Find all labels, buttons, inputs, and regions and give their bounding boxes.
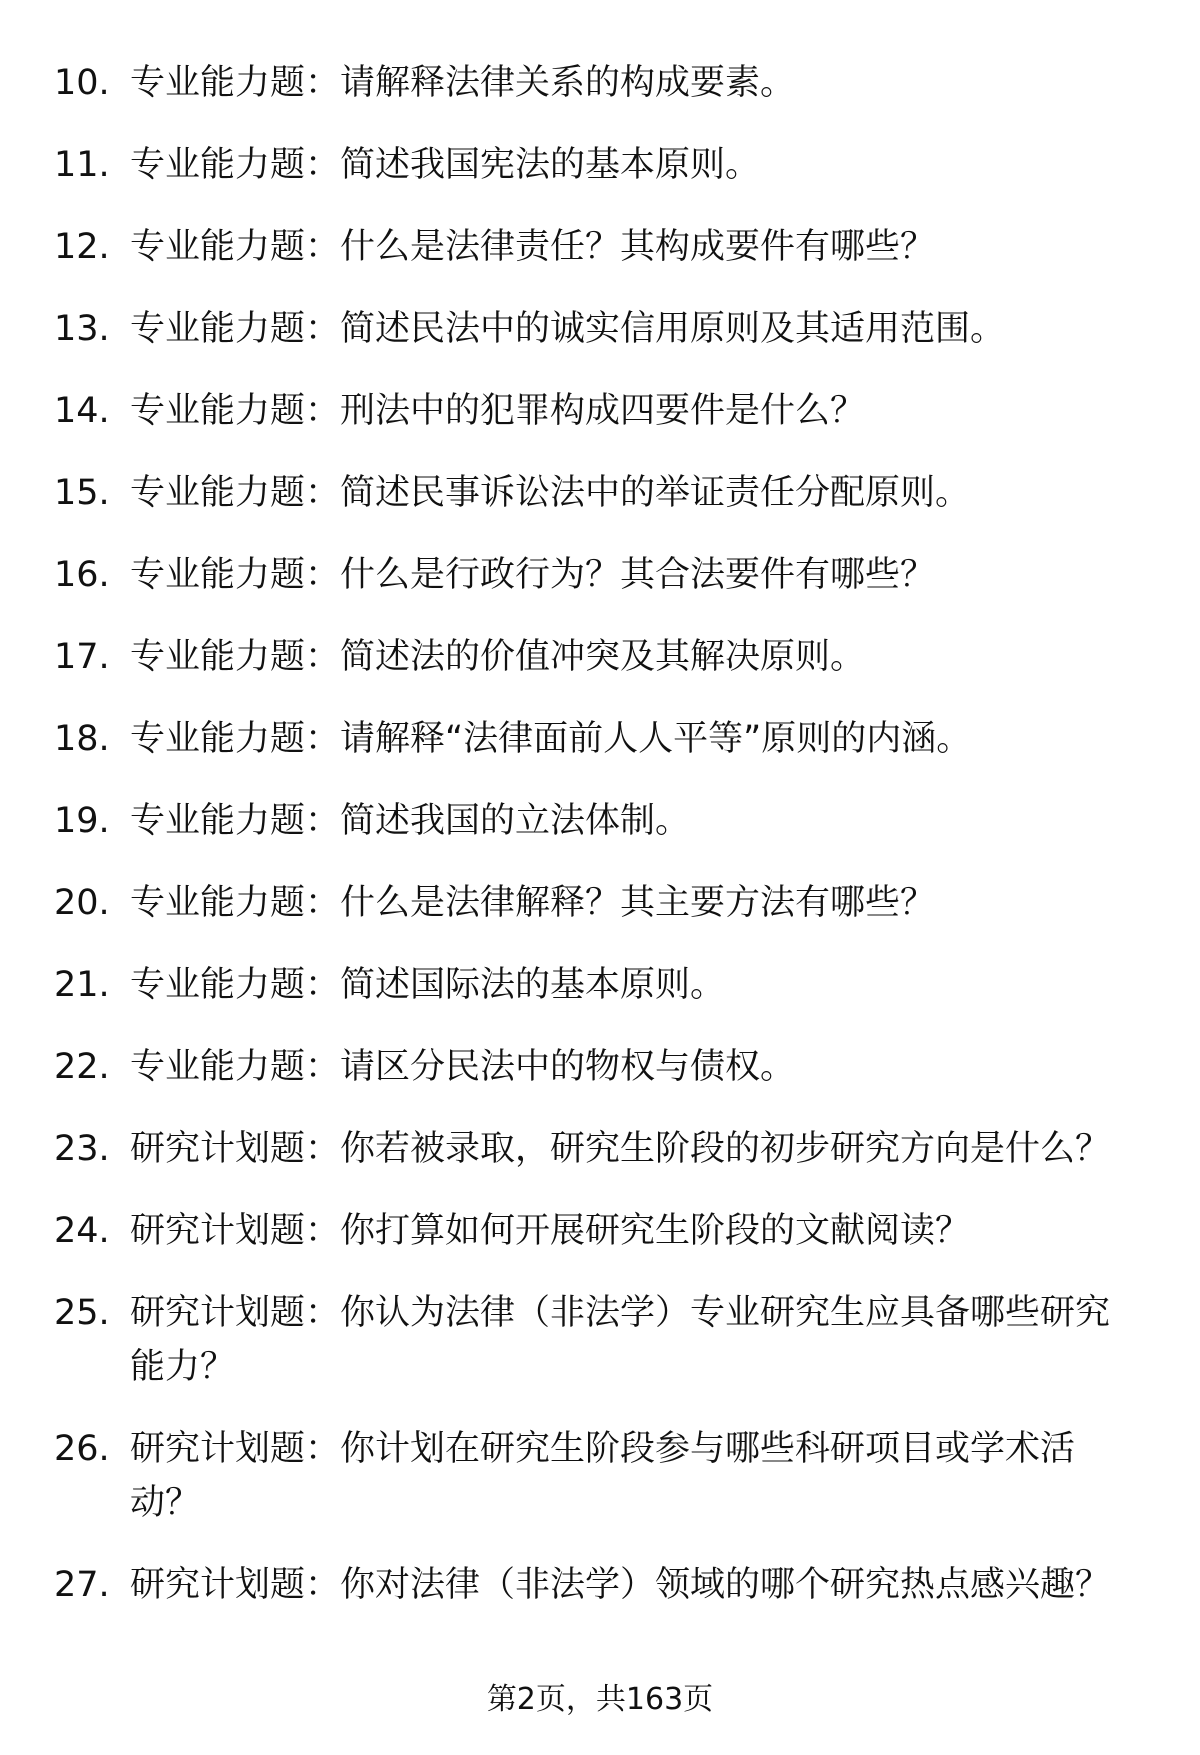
question-separator: ：	[305, 1429, 341, 1469]
question-text: 简述法的价值冲突及其解决原则。	[340, 637, 866, 677]
question-number: 27.	[54, 1565, 110, 1605]
question-number: 16.	[54, 555, 110, 595]
question-separator: ：	[305, 145, 341, 185]
question-separator: ：	[305, 719, 341, 759]
question-item	[0, 712, 1200, 766]
question-text: 简述民法中的诚实信用原则及其适用范围。	[340, 309, 1006, 349]
question-category: 专业能力题	[130, 637, 306, 677]
question-number: 19.	[54, 801, 110, 841]
question-text: 什么是行政行为？其合法要件有哪些？	[340, 555, 936, 595]
question-number: 18.	[54, 719, 110, 759]
question-number: 13.	[54, 309, 110, 349]
question-category: 专业能力题	[130, 63, 306, 103]
question-number: 14.	[54, 391, 110, 431]
question-number: 25.	[54, 1293, 110, 1333]
question-item	[0, 1040, 1200, 1094]
question-category: 专业能力题	[130, 801, 306, 841]
question-separator: ：	[305, 1047, 341, 1087]
page-footer: 第2页，共163页	[486, 1682, 714, 1717]
question-item	[0, 630, 1200, 684]
question-text: 你打算如何开展研究生阶段的文献阅读？	[340, 1211, 971, 1251]
question-number: 17.	[54, 637, 110, 677]
question-number: 21.	[54, 965, 110, 1005]
question-separator: ：	[305, 227, 341, 267]
question-number: 11.	[54, 145, 110, 185]
question-item	[0, 548, 1200, 602]
question-separator: ：	[305, 883, 341, 923]
question-item	[0, 466, 1200, 520]
question-separator: ：	[305, 555, 341, 595]
question-item	[0, 302, 1200, 356]
question-item	[0, 794, 1200, 848]
question-text: 刑法中的犯罪构成四要件是什么？	[340, 391, 866, 431]
question-category: 专业能力题	[130, 309, 306, 349]
question-number: 15.	[54, 473, 110, 513]
question-item	[0, 56, 1200, 110]
question-number: 12.	[54, 227, 110, 267]
question-category: 专业能力题	[130, 473, 306, 513]
question-category: 专业能力题	[130, 145, 306, 185]
question-item	[0, 1558, 1200, 1612]
question-separator: ：	[305, 473, 341, 513]
question-number: 26.	[54, 1429, 110, 1469]
question-separator: ：	[305, 1293, 341, 1333]
question-number: 20.	[54, 883, 110, 923]
question-category: 专业能力题	[130, 883, 306, 923]
question-number: 22.	[54, 1047, 110, 1087]
question-text: 请区分民法中的物权与债权。	[340, 1047, 796, 1087]
question-text: 什么是法律责任？其构成要件有哪些？	[340, 227, 936, 267]
question-category: 专业能力题	[130, 965, 306, 1005]
question-separator: ：	[305, 63, 341, 103]
question-number: 23.	[54, 1129, 110, 1169]
question-separator: ：	[305, 391, 341, 431]
question-category: 专业能力题	[130, 227, 306, 267]
question-category: 专业能力题	[130, 391, 306, 431]
question-category: 研究计划题	[130, 1565, 306, 1605]
question-text: 请解释“法律面前人人平等”原则的内涵。	[340, 719, 972, 759]
question-item	[0, 958, 1200, 1012]
question-list	[0, 56, 1200, 1640]
question-category: 研究计划题	[130, 1129, 306, 1169]
question-item	[0, 384, 1200, 438]
question-text: 简述国际法的基本原则。	[340, 965, 726, 1005]
question-item	[0, 1286, 1200, 1394]
question-text: 简述民事诉讼法中的举证责任分配原则。	[340, 473, 971, 513]
question-item	[0, 1204, 1200, 1258]
question-number: 10.	[54, 63, 110, 103]
question-text: 什么是法律解释？其主要方法有哪些？	[340, 883, 936, 923]
question-text: 你对法律（非法学）领域的哪个研究热点感兴趣？	[340, 1565, 1111, 1605]
question-item	[0, 138, 1200, 192]
question-separator: ：	[305, 637, 341, 677]
question-category: 研究计划题	[130, 1429, 306, 1469]
question-category: 研究计划题	[130, 1211, 306, 1251]
question-item	[0, 220, 1200, 274]
question-separator: ：	[305, 965, 341, 1005]
question-item	[0, 1122, 1200, 1176]
question-category: 研究计划题	[130, 1293, 306, 1333]
question-separator: ：	[305, 1129, 341, 1169]
question-category: 专业能力题	[130, 555, 306, 595]
question-text: 你若被录取，研究生阶段的初步研究方向是什么？	[340, 1129, 1111, 1169]
question-text: 简述我国的立法体制。	[340, 801, 691, 841]
question-separator: ：	[305, 801, 341, 841]
question-text: 你认为法律（非法学）专业研究生应具备哪些研究能力？	[130, 1293, 1111, 1387]
question-text: 请解释法律关系的构成要素。	[340, 63, 796, 103]
question-text: 简述我国宪法的基本原则。	[340, 145, 761, 185]
question-separator: ：	[305, 309, 341, 349]
question-separator: ：	[305, 1565, 341, 1605]
question-item	[0, 876, 1200, 930]
question-separator: ：	[305, 1211, 341, 1251]
question-category: 专业能力题	[130, 719, 306, 759]
question-item	[0, 1422, 1200, 1530]
question-number: 24.	[54, 1211, 110, 1251]
question-category: 专业能力题	[130, 1047, 306, 1087]
question-text: 你计划在研究生阶段参与哪些科研项目或学术活动？	[130, 1429, 1076, 1523]
